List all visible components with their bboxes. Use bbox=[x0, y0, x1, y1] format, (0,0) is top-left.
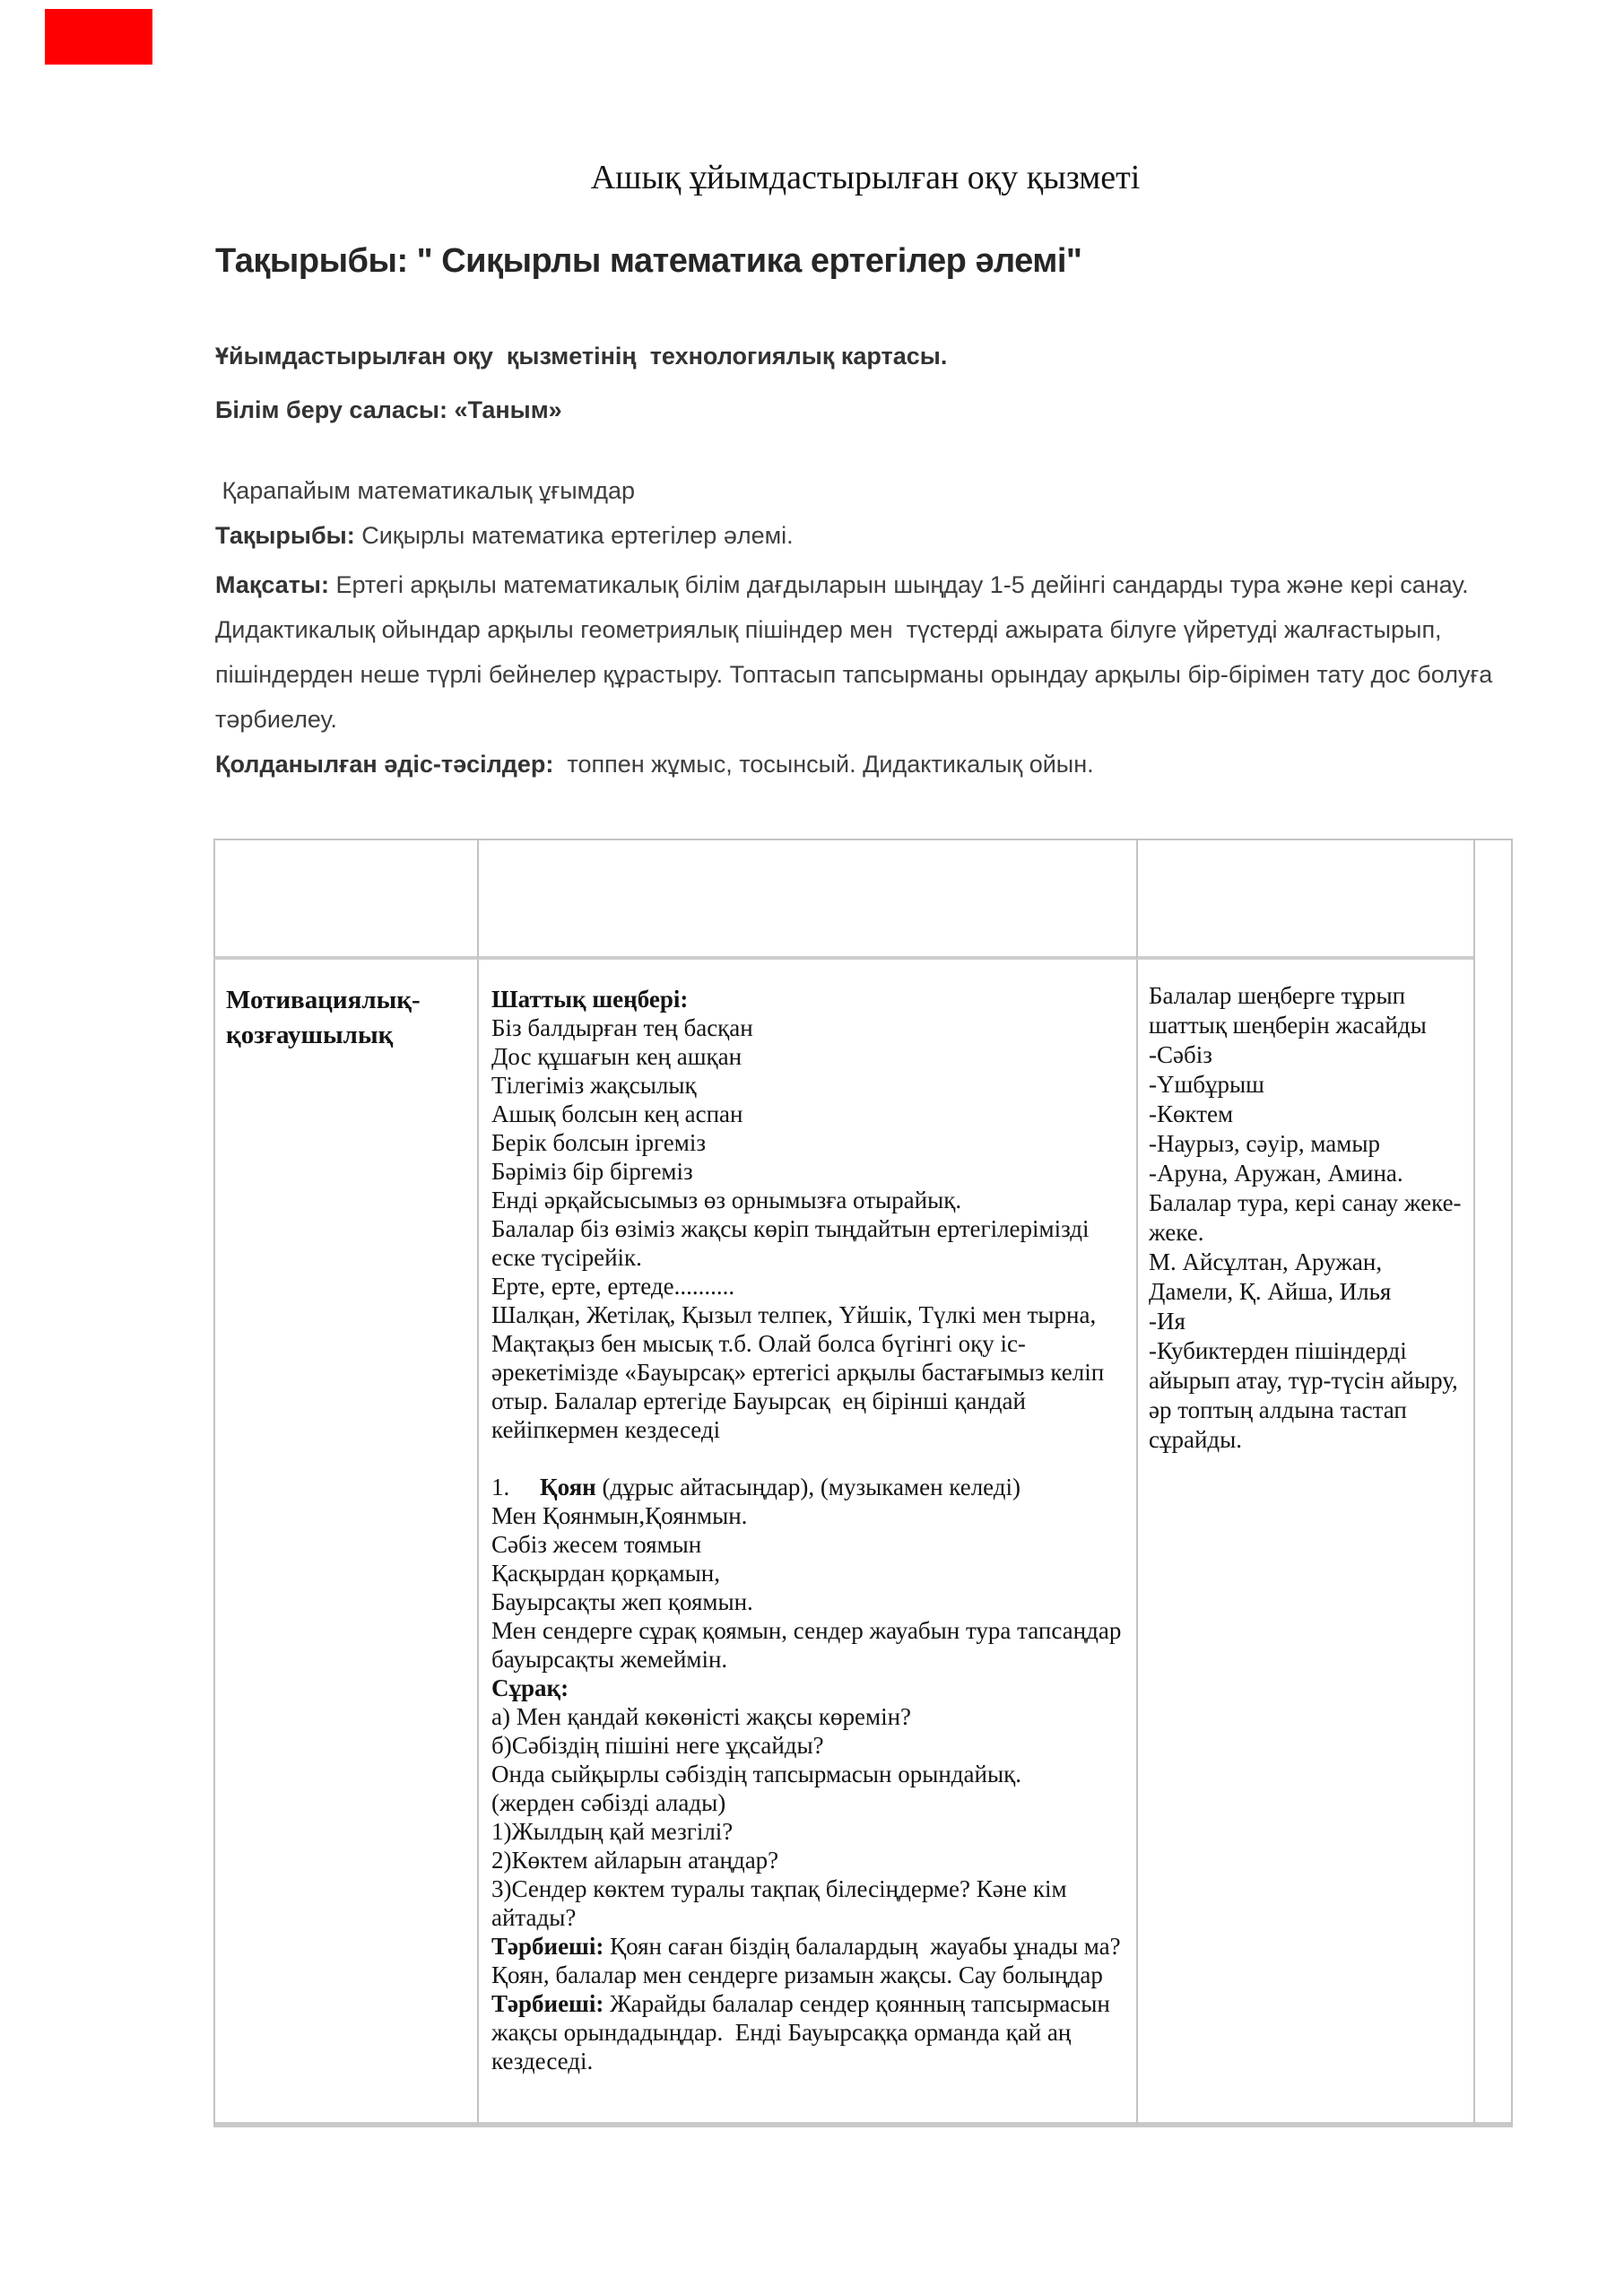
table-text-line bbox=[491, 1300, 1127, 1444]
activity-cell bbox=[477, 960, 1136, 2127]
table-text-line bbox=[1149, 1159, 1466, 1188]
table-text-line bbox=[491, 1214, 1127, 1272]
table-text-line bbox=[1149, 1188, 1466, 1248]
bold-text: Сұрақ: bbox=[491, 1674, 569, 1701]
methods-line bbox=[215, 742, 1524, 787]
table-text-line bbox=[491, 1760, 1127, 1788]
bold-text: Шаттық шеңбері: bbox=[491, 986, 689, 1013]
plain-text: Қоян саған біздің балалардың жауабы ұнады ма? bbox=[604, 1933, 1121, 1960]
methods-label: Қолданылған әдіс-тәсілдер: bbox=[215, 751, 554, 778]
table-text-line bbox=[491, 1501, 1127, 1530]
plain-text: -Сәбіз bbox=[1149, 1041, 1212, 1068]
resources-cell bbox=[1136, 960, 1473, 2127]
plain-text: а) Мен қандай көкөністі жақсы көремін? bbox=[491, 1703, 912, 1730]
table-text-line bbox=[1149, 1248, 1466, 1307]
table-text-line bbox=[491, 1186, 1127, 1214]
table-text-line bbox=[491, 1559, 1127, 1587]
table-text-line bbox=[491, 1817, 1127, 1846]
table-text-line bbox=[1149, 1336, 1466, 1455]
goal-label: Мақсаты: bbox=[215, 571, 329, 598]
plain-text: 3)Сендер көктем туралы тақпақ білесіңдерме? Кәне кім айтады? bbox=[491, 1875, 1073, 1931]
table-text-line bbox=[491, 1846, 1127, 1874]
plain-text: Бәріміз бір біргеміз bbox=[491, 1158, 693, 1185]
goal-line bbox=[215, 562, 1524, 742]
table-text-line bbox=[491, 1128, 1127, 1157]
plain-text: -Ия bbox=[1149, 1308, 1185, 1335]
table-text-line bbox=[491, 1616, 1127, 1674]
table-text-line bbox=[491, 1444, 1127, 1473]
plain-text: Бауырсақты жеп қоямын. bbox=[491, 1588, 753, 1615]
topic-text: Сиқырлы математика ертегілер әлемі. bbox=[354, 522, 794, 549]
table-text-line bbox=[1149, 1307, 1466, 1336]
concepts-line: Қарапайым математикалық ұғымдар bbox=[215, 477, 635, 504]
plain-text: Мен Қоянмын,Қоянмын. bbox=[491, 1502, 748, 1529]
table-text-line bbox=[1149, 1129, 1466, 1159]
table-text-line bbox=[1149, 1040, 1466, 1070]
plain-text: Қасқырдан қорқамын, bbox=[491, 1560, 720, 1587]
plain-text: (жерден сәбізді алады) bbox=[491, 1789, 726, 1816]
table-text-line bbox=[1149, 981, 1466, 1040]
plain-text: Онда сыйқырлы сәбіздің тапсырмасын орындайық. bbox=[491, 1761, 1021, 1787]
bold-text: Қоян bbox=[540, 1474, 596, 1500]
header-cell-resources bbox=[1136, 840, 1473, 960]
plain-text: -Аруна, Аружан, Амина. bbox=[1149, 1160, 1403, 1187]
page-title: Ашық ұйымдастырылған оқу қызметі bbox=[590, 159, 1141, 196]
plain-text: -Көктем bbox=[1149, 1100, 1234, 1127]
empty-cell bbox=[1473, 960, 1513, 2127]
bold-text: Тәрбиеші: bbox=[491, 1990, 604, 2017]
stage-cell bbox=[213, 960, 477, 2127]
table-text-line bbox=[491, 1989, 1127, 2075]
table-text-line bbox=[491, 1042, 1127, 1071]
table-text-line bbox=[491, 1731, 1127, 1760]
topic-line bbox=[215, 513, 1524, 558]
plain-text: Қоян, балалар мен сендерге ризамын жақсы. Сау болыңдар bbox=[491, 1961, 1103, 1988]
plain-text: Мен сендерге сұрақ қоямын, сендер жауабын тура тапсаңдар бауырсақты жемеймін. bbox=[491, 1617, 1128, 1673]
header-cell-stage bbox=[213, 840, 477, 960]
table-text-line bbox=[491, 1788, 1127, 1817]
plain-text: -Наурыз, сәуір, мамыр bbox=[1149, 1130, 1380, 1157]
plain-text: Тілегіміз жақсылық bbox=[491, 1072, 697, 1099]
table-text-line bbox=[491, 1932, 1127, 1961]
table-text-line bbox=[491, 985, 1127, 1013]
table-text-line bbox=[491, 1702, 1127, 1731]
stage-label: Мотивациялық-қозғаушылық bbox=[226, 986, 421, 1049]
topic-heading: Тақырыбы: " Сиқырлы математика ертегілер әлемі" bbox=[215, 242, 1082, 280]
plain-text: -Үшбұрыш bbox=[1149, 1071, 1264, 1098]
plain-text: Біз балдырған тең басқан bbox=[491, 1014, 753, 1041]
goal-text: Ертегі арқылы математикалық білім дағдыларын шыңдау 1-5 дейінгі сандарды тура және кері санау. Дидактикалық ойындар арқылы геометриялық пішіндер мен түстерді ажырата білуге үйретуді жалғастырып, пішіндерден неше түрлі бейнелер құрастыру. Топтасып тапсырманы орындау арқылы бір-бірімен тату дос болуға тәрбиелеу. bbox=[215, 571, 1499, 733]
header-cell-activity bbox=[477, 840, 1136, 960]
table-text-line bbox=[1149, 1070, 1466, 1100]
plain-text: Шалқан, Жетілақ, Қызыл телпек, Үйшік, Түлкі мен тырна, Мақтақыз бен мысық т.б. Олай болса бүгінгі оқу іс-әрекетімізде «Бауырсақ» ертегісі арқылы бастағымыз келіп отыр. Балалар ертегіде Бауырсақ ең бірінші қандай кейіпкермен кездеседі bbox=[491, 1301, 1110, 1443]
red-annotation-marker bbox=[45, 9, 152, 65]
edu-area-line: Білім беру саласы: «Таным» bbox=[215, 396, 562, 423]
plain-text: б)Сәбіздің пішіні неге ұқсайды? bbox=[491, 1732, 824, 1759]
plain-text: 2)Көктем айларын атаңдар? bbox=[491, 1847, 779, 1874]
table-text-line bbox=[491, 1157, 1127, 1186]
plain-text: (дұрыс айтасыңдар), (музыкамен келеді) bbox=[595, 1474, 1021, 1500]
plain-text: 1)Жылдың қай мезгілі? bbox=[491, 1818, 734, 1845]
plain-text: Енді әрқайсысымыз өз орнымызға отырайық. bbox=[491, 1187, 962, 1213]
plain-text: Сәбіз жесем тоямын bbox=[491, 1531, 702, 1558]
plain-text: Балалар шеңберге тұрып шаттық шеңберін жасайды bbox=[1149, 982, 1427, 1039]
plain-text: Ерте, ерте, ертеде.......... bbox=[491, 1273, 735, 1300]
plain-text: Ашық болсын кең аспан bbox=[491, 1100, 743, 1127]
table-text-line bbox=[491, 1674, 1127, 1702]
plain-text: М. Айсұлтан, Аружан, Дамели, Қ. Айша, Илья bbox=[1149, 1248, 1392, 1305]
plain-text: -Кубиктерден пішіндерді айырып атау, түр-түсін айыру, әр топтың алдына тастап сұрайды. bbox=[1149, 1337, 1464, 1453]
table-text-line bbox=[491, 1100, 1127, 1128]
topic-label: Тақырыбы: bbox=[215, 522, 355, 549]
table-text-line bbox=[491, 1013, 1127, 1042]
methods-text: топпен жұмыс, тосынсый. Дидактикалық ойын. bbox=[553, 751, 1094, 778]
table-text-line bbox=[491, 1530, 1127, 1559]
table-text-line bbox=[1149, 1100, 1466, 1129]
table-text-line bbox=[491, 1473, 1127, 1501]
tech-map-line: Ұйымдастырылған оқу қызметінің технологиялық картасы. bbox=[215, 343, 948, 370]
table-text-line bbox=[491, 1874, 1127, 1932]
plain-text: Жарайды балалар сендер қоянның тапсырмасын жақсы орындадыңдар. Енді Бауырсаққа орманда қай аң кездеседі. bbox=[491, 1990, 1116, 2074]
table-text-line bbox=[491, 1272, 1127, 1300]
table-text-line bbox=[491, 1071, 1127, 1100]
plain-text: Дос құшағын кең ашқан bbox=[491, 1043, 743, 1070]
plain-text: Балалар біз өзіміз жақсы көріп тыңдайтын ертегілерімізді еске түсірейік. bbox=[491, 1215, 1096, 1271]
table-text-line bbox=[491, 1961, 1127, 1989]
intro-section bbox=[215, 334, 1524, 787]
table-header-row bbox=[213, 840, 1513, 960]
table-text-line bbox=[491, 1587, 1127, 1616]
header-cell-empty bbox=[1473, 840, 1513, 960]
plain-text: Берік болсын іргеміз bbox=[491, 1129, 706, 1156]
lesson-plan-table bbox=[213, 839, 1513, 2127]
bold-text: Тәрбиеші: bbox=[491, 1933, 604, 1960]
plain-text: 1. bbox=[491, 1474, 540, 1500]
table-body-row bbox=[213, 960, 1513, 2127]
plain-text: Балалар тура, кері санау жеке-жеке. bbox=[1149, 1189, 1462, 1246]
